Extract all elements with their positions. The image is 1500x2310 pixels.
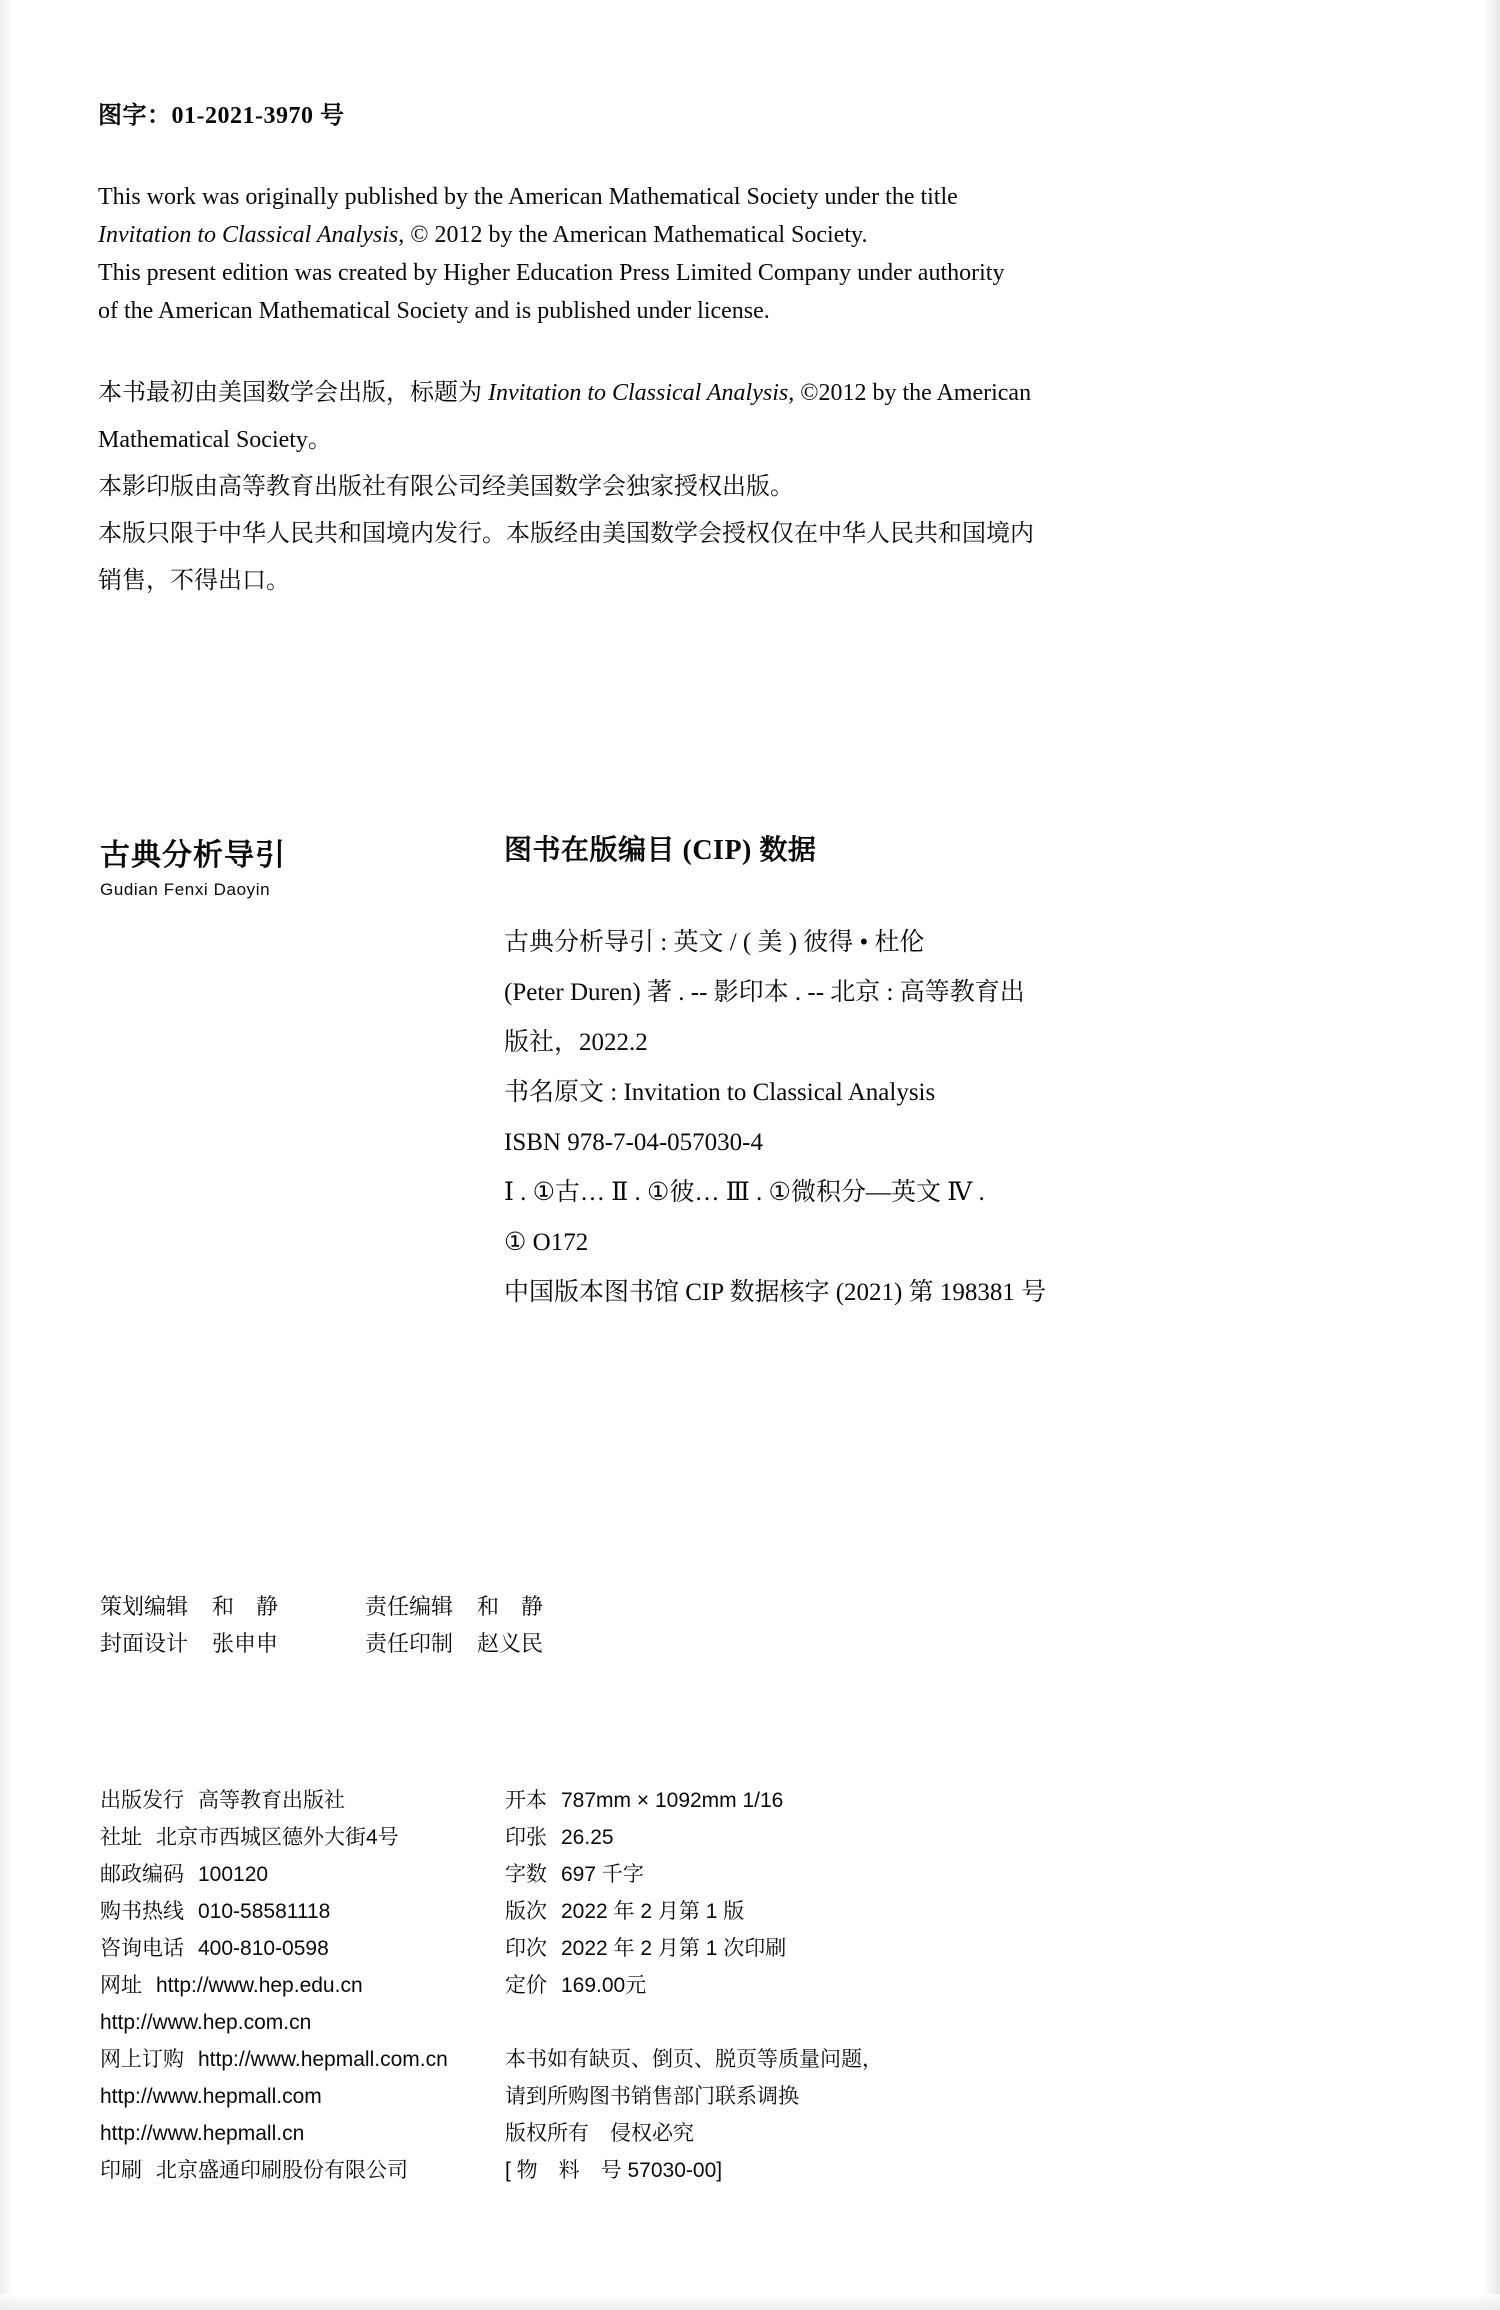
imprint-right-line (505, 1967, 1025, 2004)
chinese-notice-line (98, 417, 1118, 464)
chinese-notice-line (98, 464, 1118, 511)
text-run: ©2012 by the American (794, 380, 1032, 406)
imprint-left-line (100, 2115, 505, 2152)
scan-edge-bottom (0, 2294, 1500, 2310)
english-notice-line (98, 216, 1018, 254)
quality-notice-block (505, 2041, 1025, 2189)
text-run: This work was originally published by the American Mathematical Society under the title (98, 184, 958, 210)
imprint-right-label: 字数 (505, 1863, 547, 1886)
imprint-details (100, 1782, 1200, 2189)
cip-line: 古典分析导引 : 英文 / ( 美 ) 彼得 • 杜伦 (504, 929, 925, 956)
imprint-left-line (100, 2041, 505, 2078)
english-notice-line (98, 254, 1018, 292)
text-run: 销售，不得出口。 (98, 568, 290, 594)
credit-left (100, 1588, 365, 1625)
quality-notice-line: 版权所有 侵权必究 (505, 2122, 694, 2145)
imprint-left-label: 网址 (100, 1974, 142, 1997)
imprint-right-label: 定价 (505, 1974, 547, 1997)
imprint-left-value: http://www.hep.com.cn (100, 2011, 312, 2034)
english-copyright-notice (98, 178, 1018, 330)
imprint-left-label: 印刷 (100, 2159, 142, 2182)
imprint-left-line (100, 2152, 505, 2189)
imprint-right-line (505, 1893, 1025, 1930)
chinese-notice-line (98, 558, 1118, 605)
cip-line: 版社，2022.2 (504, 1029, 648, 1056)
imprint-left-line (100, 2078, 505, 2115)
chinese-notice-line (98, 511, 1118, 558)
imprint-left-value: 北京盛通印刷股份有限公司 (156, 2159, 408, 2182)
cip-line: (Peter Duren) 著 . -- 影印本 . -- 北京 : 高等教育出 (504, 979, 1025, 1006)
imprint-right-label: 版次 (505, 1900, 547, 1923)
text-run: Mathematical Society。 (98, 427, 332, 453)
imprint-left-line (100, 1819, 505, 1856)
cip-line: 书名原文 : Invitation to Classical Analysis (504, 1079, 936, 1106)
imprint-left-value: http://www.hepmall.com (100, 2085, 322, 2108)
imprint-right-label: 印张 (505, 1826, 547, 1849)
original-title-italic: Invitation to Classical Analysis (98, 222, 399, 248)
credit-value: 和 静 (477, 1594, 544, 1619)
credit-row (100, 1588, 543, 1625)
credit-label: 封面设计 (100, 1631, 189, 1656)
credit-label: 策划编辑 (100, 1594, 189, 1619)
imprint-right-line (505, 1930, 1025, 1967)
text-run: of the American Mathematical Society and is published under license. (98, 298, 770, 324)
imprint-left-column (100, 1782, 505, 2189)
imprint-left-value: http://www.hepmall.com.cn (198, 2048, 448, 2071)
cip-line: ① O172 (504, 1229, 589, 1256)
imprint-right-value: 697 千字 (561, 1863, 644, 1886)
credit-value: 赵义民 (477, 1631, 544, 1656)
text-run: 本影印版由高等教育出版社有限公司经美国数学会独家授权出版。 (98, 474, 794, 500)
imprint-left-value: http://www.hepmall.cn (100, 2122, 305, 2145)
book-title-block (100, 838, 400, 901)
imprint-right-label: 印次 (505, 1937, 547, 1960)
imprint-right-value: 787mm × 1092mm 1/16 (561, 1789, 784, 1812)
imprint-right-line (505, 1782, 1025, 1819)
cip-block (504, 834, 1244, 1318)
imprint-left-label: 出版发行 (100, 1789, 184, 1812)
imprint-left-line (100, 1967, 505, 2004)
imprint-left-value: 100120 (198, 1863, 269, 1886)
cip-heading: 图书在版编目 (CIP) 数据 (504, 835, 817, 866)
quality-notice-line: [ 物 料 号 57030-00] (505, 2159, 723, 2182)
imprint-right-value: 2022 年 2 月第 1 次印刷 (561, 1937, 787, 1960)
text-run: 本版只限于中华人民共和国境内发行。本版经由美国数学会授权仅在中华人民共和国境内 (98, 521, 1034, 547)
import-permit-number: 图字：01-2021-3970 号 (98, 103, 345, 129)
editorial-credits (100, 1588, 543, 1662)
scan-edge-right (1482, 0, 1500, 2310)
text-run: This present edition was created by Higher Education Press Limited Company under authority (98, 260, 1005, 286)
imprint-left-label: 购书热线 (100, 1900, 184, 1923)
quality-notice-line: 本书如有缺页、倒页、脱页等质量问题， (505, 2048, 883, 2071)
imprint-left-line (100, 1930, 505, 1967)
book-title-chinese: 古典分析导引 (100, 839, 286, 872)
imprint-right-value: 26.25 (561, 1826, 614, 1849)
imprint-left-label: 社址 (100, 1826, 142, 1849)
imprint-left-value: http://www.hep.edu.cn (156, 1974, 363, 1997)
imprint-right-value: 169.00元 (561, 1974, 647, 1997)
text-run: , © 2012 by the American Mathematical Society. (398, 222, 868, 248)
imprint-left-label: 邮政编码 (100, 1863, 184, 1886)
imprint-left-line (100, 1893, 505, 1930)
imprint-left-value: 北京市西城区德外大街4号 (156, 1826, 399, 1849)
text-run: 本书最初由美国数学会出版，标题为 (98, 380, 488, 406)
english-notice-line (98, 178, 1018, 216)
imprint-left-label: 咨询电话 (100, 1937, 184, 1960)
credit-right (365, 1625, 543, 1662)
imprint-left-label: 网上订购 (100, 2048, 184, 2071)
credit-row (100, 1625, 543, 1662)
chinese-notice-line (98, 370, 1118, 417)
credit-value: 张申申 (212, 1631, 279, 1656)
imprint-left-value: 高等教育出版社 (198, 1789, 345, 1812)
credit-value: 和 静 (212, 1594, 279, 1619)
quality-notice-line: 请到所购图书销售部门联系调换 (505, 2085, 799, 2108)
imprint-left-line (100, 1856, 505, 1893)
imprint-right-value: 2022 年 2 月第 1 版 (561, 1900, 745, 1923)
cip-line: Ⅰ . ①古… Ⅱ . ①彼… Ⅲ . ①微积分—英文 Ⅳ . (504, 1179, 985, 1206)
cip-line: 中国版本图书馆 CIP 数据核字 (2021) 第 198381 号 (504, 1279, 1047, 1306)
imprint-left-line (100, 2004, 505, 2041)
credit-label: 责任印制 (365, 1631, 454, 1656)
credit-label: 责任编辑 (365, 1594, 454, 1619)
english-notice-line (98, 292, 1018, 330)
credit-left (100, 1625, 365, 1662)
cip-body (504, 918, 1244, 1318)
imprint-right-label: 开本 (505, 1789, 547, 1812)
book-title-pinyin: Gudian Fenxi Daoyin (100, 880, 271, 899)
credit-right (365, 1588, 543, 1625)
imprint-right-column (505, 1782, 1025, 2189)
cip-line: ISBN 978-7-04-057030-4 (504, 1129, 764, 1156)
scan-edge-left (0, 0, 14, 2310)
imprint-right-line (505, 1819, 1025, 1856)
imprint-right-line (505, 1856, 1025, 1893)
imprint-left-line (100, 1782, 505, 1819)
chinese-copyright-notice (98, 370, 1118, 605)
imprint-left-value: 400-810-0598 (198, 1937, 329, 1960)
imprint-spacer (505, 2004, 1025, 2041)
original-title-italic: Invitation to Classical Analysis, (488, 380, 795, 406)
imprint-left-value: 010-58581118 (198, 1900, 331, 1923)
